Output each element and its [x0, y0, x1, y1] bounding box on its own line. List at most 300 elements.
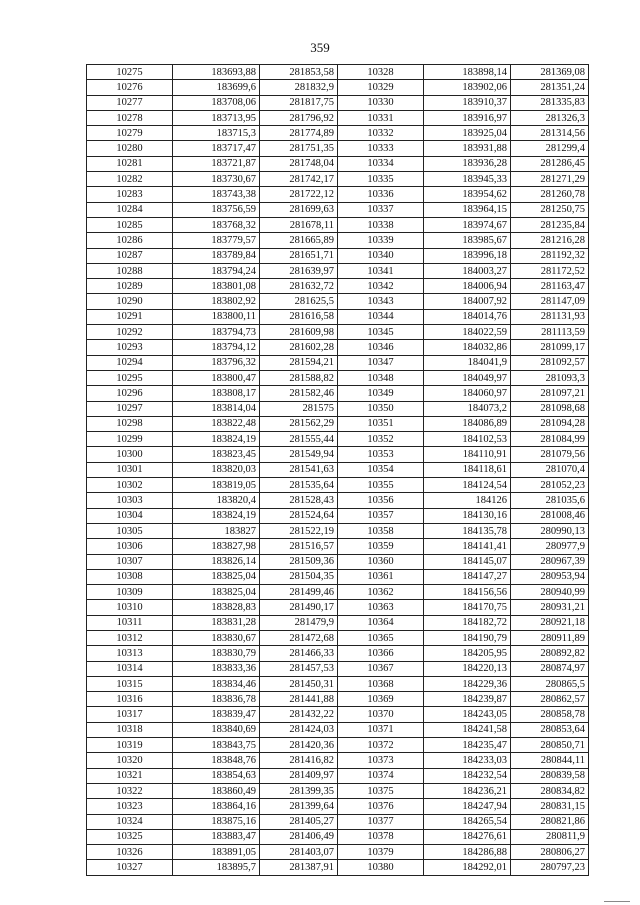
point-number-cell: 10311 — [87, 615, 173, 630]
table-row — [87, 676, 589, 691]
x-coordinate-cell: 183996,18 — [424, 248, 511, 263]
y-coordinate-cell: 281490,17 — [260, 600, 338, 615]
y-coordinate-cell: 281751,35 — [260, 141, 338, 156]
y-coordinate-cell: 280811,9 — [511, 829, 589, 844]
table-row — [87, 202, 589, 217]
y-coordinate-cell: 280921,18 — [511, 615, 589, 630]
y-coordinate-cell: 281070,4 — [511, 462, 589, 477]
point-number-cell: 10281 — [87, 156, 173, 171]
x-coordinate-cell: 183768,32 — [173, 217, 260, 232]
y-coordinate-cell: 280853,64 — [511, 722, 589, 737]
point-number-cell: 10334 — [338, 156, 424, 171]
x-coordinate-cell: 183830,67 — [173, 630, 260, 645]
table-row — [87, 585, 589, 600]
x-coordinate-cell: 184014,76 — [424, 309, 511, 324]
point-number-cell: 10365 — [338, 630, 424, 645]
y-coordinate-cell: 281616,58 — [260, 309, 338, 324]
x-coordinate-cell: 184220,13 — [424, 661, 511, 676]
x-coordinate-cell: 183794,24 — [173, 263, 260, 278]
y-coordinate-cell: 280977,9 — [511, 539, 589, 554]
x-coordinate-cell: 183825,04 — [173, 569, 260, 584]
point-number-cell: 10380 — [338, 860, 424, 875]
y-coordinate-cell: 280821,86 — [511, 814, 589, 829]
x-coordinate-cell: 183800,11 — [173, 309, 260, 324]
x-coordinate-cell: 184236,21 — [424, 783, 511, 798]
point-number-cell: 10331 — [338, 110, 424, 125]
x-coordinate-cell: 183824,19 — [173, 508, 260, 523]
point-number-cell: 10353 — [338, 447, 424, 462]
table-row — [87, 600, 589, 615]
x-coordinate-cell: 183814,04 — [173, 401, 260, 416]
x-coordinate-cell: 183830,79 — [173, 646, 260, 661]
y-coordinate-cell: 281509,36 — [260, 554, 338, 569]
x-coordinate-cell: 183828,83 — [173, 600, 260, 615]
table-row — [87, 508, 589, 523]
point-number-cell: 10285 — [87, 217, 173, 232]
y-coordinate-cell: 281832,9 — [260, 80, 338, 95]
point-number-cell: 10362 — [338, 585, 424, 600]
table-row — [87, 845, 589, 860]
point-number-cell: 10296 — [87, 386, 173, 401]
y-coordinate-cell: 280990,13 — [511, 523, 589, 538]
table-row — [87, 279, 589, 294]
point-number-cell: 10330 — [338, 95, 424, 110]
point-number-cell: 10349 — [338, 386, 424, 401]
x-coordinate-cell: 183743,38 — [173, 187, 260, 202]
y-coordinate-cell: 280862,57 — [511, 692, 589, 707]
point-number-cell: 10317 — [87, 707, 173, 722]
coordinates-table — [86, 64, 589, 876]
point-number-cell: 10341 — [338, 263, 424, 278]
point-number-cell: 10363 — [338, 600, 424, 615]
table-row — [87, 829, 589, 844]
x-coordinate-cell: 184135,78 — [424, 523, 511, 538]
table-row — [87, 126, 589, 141]
x-coordinate-cell: 183826,14 — [173, 554, 260, 569]
point-number-cell: 10332 — [338, 126, 424, 141]
x-coordinate-cell: 183836,78 — [173, 692, 260, 707]
x-coordinate-cell: 183833,36 — [173, 661, 260, 676]
x-coordinate-cell: 183717,47 — [173, 141, 260, 156]
point-number-cell: 10290 — [87, 294, 173, 309]
y-coordinate-cell: 281326,3 — [511, 110, 589, 125]
point-number-cell: 10320 — [87, 753, 173, 768]
table-row — [87, 692, 589, 707]
point-number-cell: 10361 — [338, 569, 424, 584]
x-coordinate-cell: 183848,76 — [173, 753, 260, 768]
point-number-cell: 10291 — [87, 309, 173, 324]
x-coordinate-cell: 183801,08 — [173, 279, 260, 294]
y-coordinate-cell: 281113,59 — [511, 325, 589, 340]
x-coordinate-cell: 184049,97 — [424, 370, 511, 385]
y-coordinate-cell: 281524,64 — [260, 508, 338, 523]
table-row — [87, 95, 589, 110]
point-number-cell: 10350 — [338, 401, 424, 416]
x-coordinate-cell: 183756,59 — [173, 202, 260, 217]
x-coordinate-cell: 183910,37 — [424, 95, 511, 110]
x-coordinate-cell: 184233,03 — [424, 753, 511, 768]
x-coordinate-cell: 184247,94 — [424, 799, 511, 814]
point-number-cell: 10294 — [87, 355, 173, 370]
point-number-cell: 10355 — [338, 478, 424, 493]
table-row — [87, 156, 589, 171]
point-number-cell: 10286 — [87, 233, 173, 248]
x-coordinate-cell: 183800,47 — [173, 370, 260, 385]
y-coordinate-cell: 281406,49 — [260, 829, 338, 844]
x-coordinate-cell: 184141,41 — [424, 539, 511, 554]
point-number-cell: 10344 — [338, 309, 424, 324]
table-row — [87, 462, 589, 477]
y-coordinate-cell: 281403,07 — [260, 845, 338, 860]
point-number-cell: 10379 — [338, 845, 424, 860]
x-coordinate-cell: 184060,97 — [424, 386, 511, 401]
point-number-cell: 10354 — [338, 462, 424, 477]
point-number-cell: 10282 — [87, 172, 173, 187]
x-coordinate-cell: 183794,12 — [173, 340, 260, 355]
x-coordinate-cell: 183802,92 — [173, 294, 260, 309]
table-row — [87, 309, 589, 324]
point-number-cell: 10327 — [87, 860, 173, 875]
y-coordinate-cell: 281035,6 — [511, 493, 589, 508]
y-coordinate-cell: 281399,64 — [260, 799, 338, 814]
table-row — [87, 432, 589, 447]
point-number-cell: 10377 — [338, 814, 424, 829]
point-number-cell: 10364 — [338, 615, 424, 630]
table-row — [87, 65, 589, 80]
y-coordinate-cell: 280940,99 — [511, 585, 589, 600]
y-coordinate-cell: 281594,21 — [260, 355, 338, 370]
x-coordinate-cell: 183860,49 — [173, 783, 260, 798]
table-row — [87, 707, 589, 722]
y-coordinate-cell: 281260,78 — [511, 187, 589, 202]
x-coordinate-cell: 184156,56 — [424, 585, 511, 600]
point-number-cell: 10288 — [87, 263, 173, 278]
y-coordinate-cell: 280844,11 — [511, 753, 589, 768]
y-coordinate-cell: 281250,75 — [511, 202, 589, 217]
x-coordinate-cell: 184229,36 — [424, 676, 511, 691]
y-coordinate-cell: 281575 — [260, 401, 338, 416]
x-coordinate-cell: 184041,9 — [424, 355, 511, 370]
point-number-cell: 10304 — [87, 508, 173, 523]
point-number-cell: 10372 — [338, 738, 424, 753]
point-number-cell: 10312 — [87, 630, 173, 645]
corner-mark — [604, 901, 630, 902]
point-number-cell: 10292 — [87, 325, 173, 340]
point-number-cell: 10324 — [87, 814, 173, 829]
y-coordinate-cell: 281499,46 — [260, 585, 338, 600]
y-coordinate-cell: 281052,23 — [511, 478, 589, 493]
point-number-cell: 10368 — [338, 676, 424, 691]
x-coordinate-cell: 183831,28 — [173, 615, 260, 630]
x-coordinate-cell: 184145,07 — [424, 554, 511, 569]
table-row — [87, 355, 589, 370]
x-coordinate-cell: 183954,62 — [424, 187, 511, 202]
y-coordinate-cell: 281409,97 — [260, 768, 338, 783]
page-number: 359 — [310, 40, 330, 55]
point-number-cell: 10303 — [87, 493, 173, 508]
x-coordinate-cell: 183825,04 — [173, 585, 260, 600]
table-row — [87, 554, 589, 569]
x-coordinate-cell: 183931,88 — [424, 141, 511, 156]
x-coordinate-cell: 183902,06 — [424, 80, 511, 95]
x-coordinate-cell: 183883,47 — [173, 829, 260, 844]
y-coordinate-cell: 281084,99 — [511, 432, 589, 447]
y-coordinate-cell: 281335,83 — [511, 95, 589, 110]
y-coordinate-cell: 281665,89 — [260, 233, 338, 248]
point-number-cell: 10342 — [338, 279, 424, 294]
x-coordinate-cell: 183945,33 — [424, 172, 511, 187]
y-coordinate-cell: 281774,89 — [260, 126, 338, 141]
point-number-cell: 10298 — [87, 416, 173, 431]
table-row — [87, 768, 589, 783]
point-number-cell: 10309 — [87, 585, 173, 600]
x-coordinate-cell: 183895,7 — [173, 860, 260, 875]
table-row — [87, 248, 589, 263]
point-number-cell: 10287 — [87, 248, 173, 263]
point-number-cell: 10308 — [87, 569, 173, 584]
x-coordinate-cell: 183974,67 — [424, 217, 511, 232]
y-coordinate-cell: 281147,09 — [511, 294, 589, 309]
y-coordinate-cell: 281588,82 — [260, 370, 338, 385]
x-coordinate-cell: 183843,75 — [173, 738, 260, 753]
y-coordinate-cell: 281008,46 — [511, 508, 589, 523]
point-number-cell: 10284 — [87, 202, 173, 217]
x-coordinate-cell: 183693,88 — [173, 65, 260, 80]
point-number-cell: 10340 — [338, 248, 424, 263]
table-row — [87, 860, 589, 875]
x-coordinate-cell: 183713,95 — [173, 110, 260, 125]
point-number-cell: 10310 — [87, 600, 173, 615]
point-number-cell: 10360 — [338, 554, 424, 569]
x-coordinate-cell: 184110,91 — [424, 447, 511, 462]
table-row — [87, 110, 589, 125]
y-coordinate-cell: 281094,28 — [511, 416, 589, 431]
x-coordinate-cell: 183808,17 — [173, 386, 260, 401]
x-coordinate-cell: 184130,16 — [424, 508, 511, 523]
point-number-cell: 10343 — [338, 294, 424, 309]
x-coordinate-cell: 184286,88 — [424, 845, 511, 860]
x-coordinate-cell: 184292,01 — [424, 860, 511, 875]
table-row — [87, 569, 589, 584]
table-row — [87, 523, 589, 538]
table-row — [87, 447, 589, 462]
point-number-cell: 10358 — [338, 523, 424, 538]
y-coordinate-cell: 281420,36 — [260, 738, 338, 753]
x-coordinate-cell: 184032,86 — [424, 340, 511, 355]
y-coordinate-cell: 281131,93 — [511, 309, 589, 324]
y-coordinate-cell: 281399,35 — [260, 783, 338, 798]
y-coordinate-cell: 281457,53 — [260, 661, 338, 676]
x-coordinate-cell: 183936,28 — [424, 156, 511, 171]
y-coordinate-cell: 281424,03 — [260, 722, 338, 737]
point-number-cell: 10319 — [87, 738, 173, 753]
point-number-cell: 10306 — [87, 539, 173, 554]
table-row — [87, 187, 589, 202]
table-row — [87, 493, 589, 508]
point-number-cell: 10328 — [338, 65, 424, 80]
y-coordinate-cell: 281441,88 — [260, 692, 338, 707]
x-coordinate-cell: 183715,3 — [173, 126, 260, 141]
x-coordinate-cell: 183824,19 — [173, 432, 260, 447]
point-number-cell: 10316 — [87, 692, 173, 707]
point-number-cell: 10346 — [338, 340, 424, 355]
point-number-cell: 10302 — [87, 478, 173, 493]
y-coordinate-cell: 281314,56 — [511, 126, 589, 141]
point-number-cell: 10335 — [338, 172, 424, 187]
y-coordinate-cell: 281450,31 — [260, 676, 338, 691]
point-number-cell: 10283 — [87, 187, 173, 202]
x-coordinate-cell: 184006,94 — [424, 279, 511, 294]
point-number-cell: 10339 — [338, 233, 424, 248]
x-coordinate-cell: 183708,06 — [173, 95, 260, 110]
point-number-cell: 10313 — [87, 646, 173, 661]
x-coordinate-cell: 184073,2 — [424, 401, 511, 416]
point-number-cell: 10277 — [87, 95, 173, 110]
point-number-cell: 10279 — [87, 126, 173, 141]
point-number-cell: 10366 — [338, 646, 424, 661]
x-coordinate-cell: 183721,87 — [173, 156, 260, 171]
y-coordinate-cell: 281742,17 — [260, 172, 338, 187]
y-coordinate-cell: 281216,28 — [511, 233, 589, 248]
table-row — [87, 478, 589, 493]
x-coordinate-cell: 184235,47 — [424, 738, 511, 753]
table-row — [87, 661, 589, 676]
y-coordinate-cell: 280911,89 — [511, 630, 589, 645]
point-number-cell: 10275 — [87, 65, 173, 80]
point-number-cell: 10373 — [338, 753, 424, 768]
x-coordinate-cell: 183827 — [173, 523, 260, 538]
table-row — [87, 217, 589, 232]
y-coordinate-cell: 280858,78 — [511, 707, 589, 722]
y-coordinate-cell: 280865,5 — [511, 676, 589, 691]
y-coordinate-cell: 281678,11 — [260, 217, 338, 232]
x-coordinate-cell: 183789,84 — [173, 248, 260, 263]
x-coordinate-cell: 183985,67 — [424, 233, 511, 248]
x-coordinate-cell: 183864,16 — [173, 799, 260, 814]
x-coordinate-cell: 184182,72 — [424, 615, 511, 630]
y-coordinate-cell: 280850,71 — [511, 738, 589, 753]
table-row — [87, 294, 589, 309]
y-coordinate-cell: 281405,27 — [260, 814, 338, 829]
x-coordinate-cell: 184239,87 — [424, 692, 511, 707]
y-coordinate-cell: 281582,46 — [260, 386, 338, 401]
table-row — [87, 416, 589, 431]
point-number-cell: 10305 — [87, 523, 173, 538]
y-coordinate-cell: 280834,82 — [511, 783, 589, 798]
point-number-cell: 10301 — [87, 462, 173, 477]
x-coordinate-cell: 183699,6 — [173, 80, 260, 95]
y-coordinate-cell: 280839,58 — [511, 768, 589, 783]
table-row — [87, 80, 589, 95]
point-number-cell: 10374 — [338, 768, 424, 783]
y-coordinate-cell: 281699,63 — [260, 202, 338, 217]
x-coordinate-cell: 184190,79 — [424, 630, 511, 645]
y-coordinate-cell: 281796,92 — [260, 110, 338, 125]
x-coordinate-cell: 184124,54 — [424, 478, 511, 493]
point-number-cell: 10375 — [338, 783, 424, 798]
point-number-cell: 10325 — [87, 829, 173, 844]
point-number-cell: 10280 — [87, 141, 173, 156]
y-coordinate-cell: 281602,28 — [260, 340, 338, 355]
y-coordinate-cell: 281092,57 — [511, 355, 589, 370]
x-coordinate-cell: 183916,97 — [424, 110, 511, 125]
point-number-cell: 10338 — [338, 217, 424, 232]
point-number-cell: 10371 — [338, 722, 424, 737]
x-coordinate-cell: 183796,32 — [173, 355, 260, 370]
y-coordinate-cell: 281748,04 — [260, 156, 338, 171]
x-coordinate-cell: 184243,05 — [424, 707, 511, 722]
x-coordinate-cell: 183839,47 — [173, 707, 260, 722]
y-coordinate-cell: 281172,52 — [511, 263, 589, 278]
table-row — [87, 263, 589, 278]
point-number-cell: 10314 — [87, 661, 173, 676]
table-row — [87, 799, 589, 814]
y-coordinate-cell: 281651,71 — [260, 248, 338, 263]
y-coordinate-cell: 281522,19 — [260, 523, 338, 538]
x-coordinate-cell: 183819,05 — [173, 478, 260, 493]
x-coordinate-cell: 183834,46 — [173, 676, 260, 691]
table-row — [87, 386, 589, 401]
point-number-cell: 10352 — [338, 432, 424, 447]
point-number-cell: 10370 — [338, 707, 424, 722]
point-number-cell: 10289 — [87, 279, 173, 294]
y-coordinate-cell: 280892,82 — [511, 646, 589, 661]
x-coordinate-cell: 183925,04 — [424, 126, 511, 141]
point-number-cell: 10357 — [338, 508, 424, 523]
y-coordinate-cell: 281099,17 — [511, 340, 589, 355]
point-number-cell: 10329 — [338, 80, 424, 95]
point-number-cell: 10318 — [87, 722, 173, 737]
x-coordinate-cell: 184086,89 — [424, 416, 511, 431]
table-row — [87, 738, 589, 753]
table-row — [87, 340, 589, 355]
point-number-cell: 10278 — [87, 110, 173, 125]
y-coordinate-cell: 281093,3 — [511, 370, 589, 385]
table-row — [87, 539, 589, 554]
point-number-cell: 10356 — [338, 493, 424, 508]
point-number-cell: 10293 — [87, 340, 173, 355]
point-number-cell: 10300 — [87, 447, 173, 462]
point-number-cell: 10299 — [87, 432, 173, 447]
x-coordinate-cell: 183891,05 — [173, 845, 260, 860]
table-row — [87, 814, 589, 829]
y-coordinate-cell: 281609,98 — [260, 325, 338, 340]
y-coordinate-cell: 281817,75 — [260, 95, 338, 110]
x-coordinate-cell: 184102,53 — [424, 432, 511, 447]
x-coordinate-cell: 183827,98 — [173, 539, 260, 554]
y-coordinate-cell: 281387,91 — [260, 860, 338, 875]
x-coordinate-cell: 183898,14 — [424, 65, 511, 80]
y-coordinate-cell: 280967,39 — [511, 554, 589, 569]
y-coordinate-cell: 281369,08 — [511, 65, 589, 80]
y-coordinate-cell: 281432,22 — [260, 707, 338, 722]
table-row — [87, 630, 589, 645]
point-number-cell: 10347 — [338, 355, 424, 370]
y-coordinate-cell: 281479,9 — [260, 615, 338, 630]
point-number-cell: 10315 — [87, 676, 173, 691]
y-coordinate-cell: 281097,21 — [511, 386, 589, 401]
point-number-cell: 10307 — [87, 554, 173, 569]
y-coordinate-cell: 281351,24 — [511, 80, 589, 95]
y-coordinate-cell: 281299,4 — [511, 141, 589, 156]
x-coordinate-cell: 183820,4 — [173, 493, 260, 508]
table-row — [87, 646, 589, 661]
table-row — [87, 783, 589, 798]
x-coordinate-cell: 184276,61 — [424, 829, 511, 844]
y-coordinate-cell: 280874,97 — [511, 661, 589, 676]
x-coordinate-cell: 183794,73 — [173, 325, 260, 340]
x-coordinate-cell: 184118,61 — [424, 462, 511, 477]
